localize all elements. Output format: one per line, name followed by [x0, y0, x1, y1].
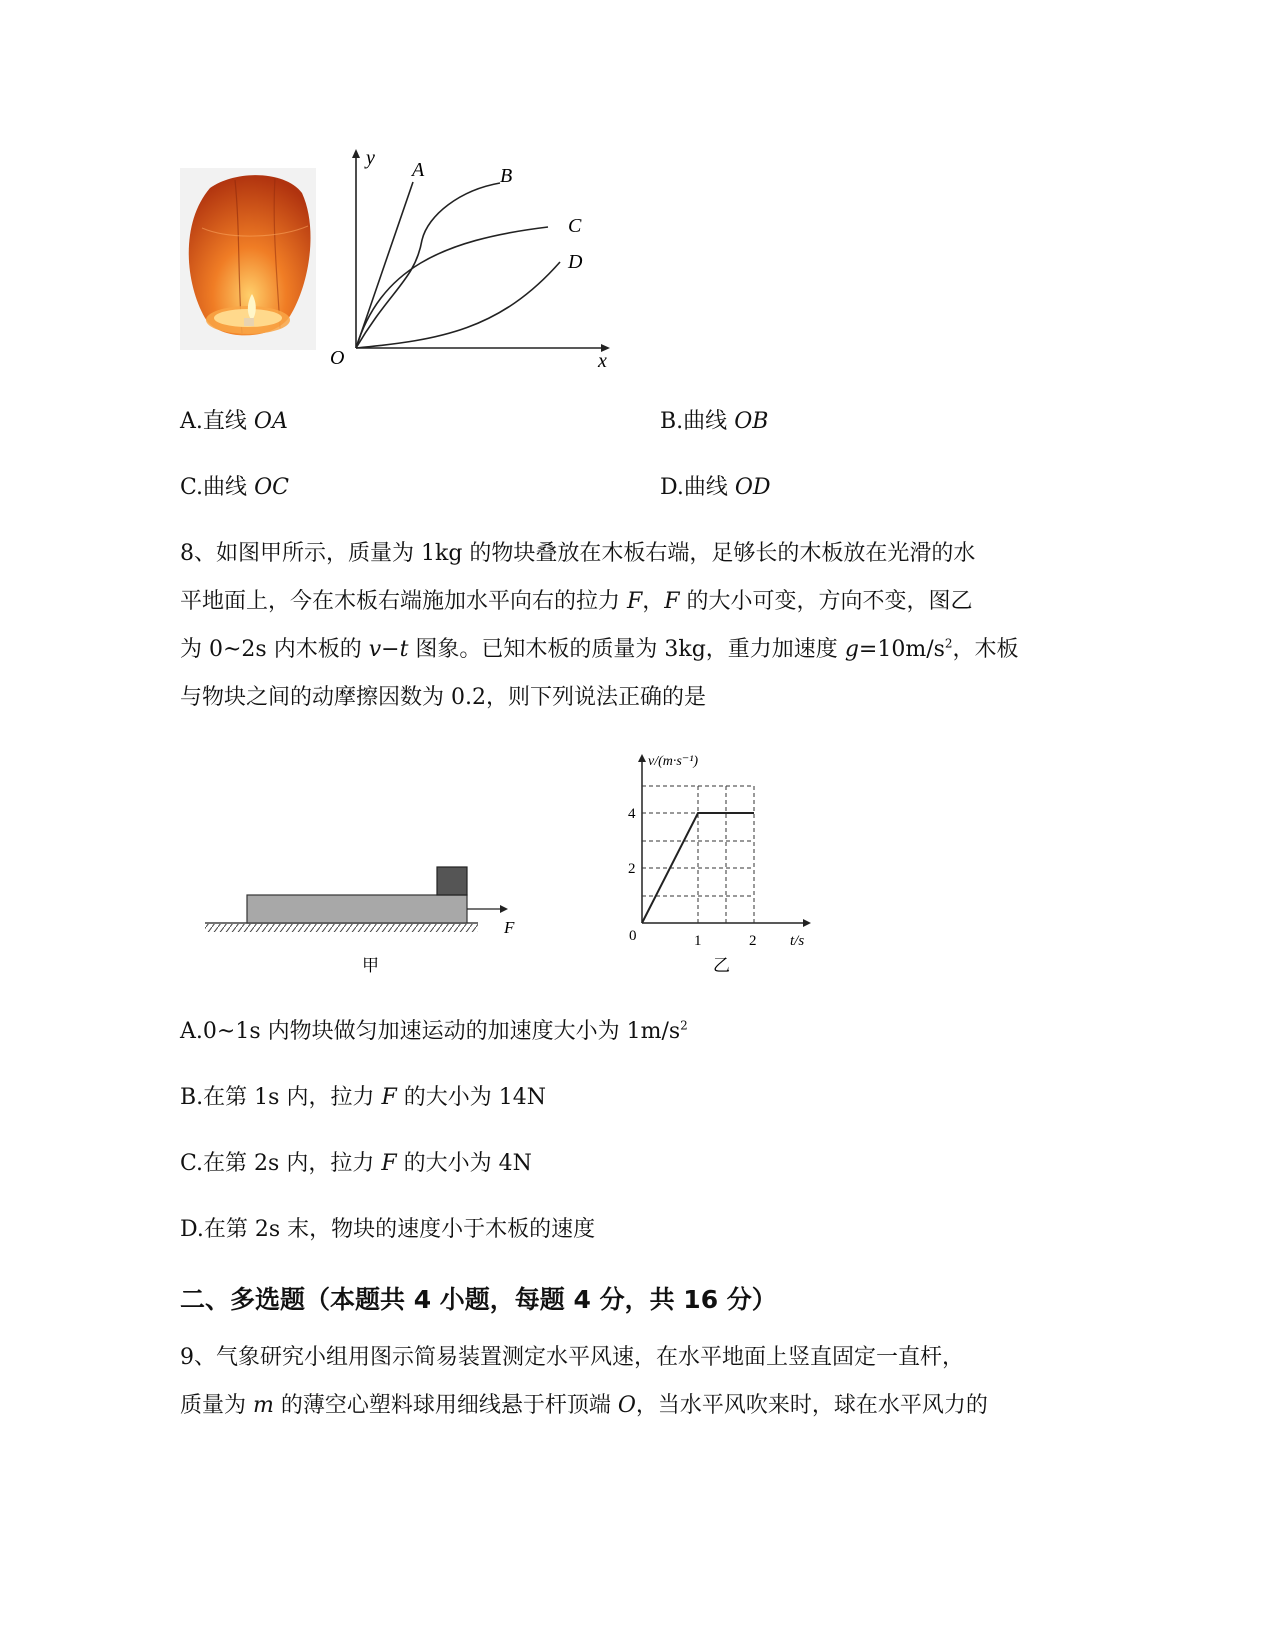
curve-label-a: A [412, 159, 425, 181]
figure-yi-caption: 乙 [713, 956, 730, 975]
x-axis-label: x [598, 350, 607, 372]
curve-d [356, 262, 560, 348]
sky-lantern-drawing [180, 168, 316, 350]
q7-option-b [660, 407, 768, 437]
q8-line-3: 为 0~2s 内木板的 v−t 图象。已知木板的质量为 3kg，重力加速度 $g=10m/s^2$，木板 [180, 636, 1019, 662]
option-text: 曲线 [683, 409, 728, 434]
trajectory-graph [320, 140, 620, 375]
q9-line-1: 9、气象研究小组用图示简易装置测定水平风速，在水平地面上竖直固定一直杆， [180, 1345, 964, 1370]
force-label: F [504, 918, 515, 937]
force-arrowhead [500, 905, 508, 913]
option-math: OD [734, 475, 771, 500]
q8-option-a: A.0~1s 内物块做匀加速运动的加速度大小为 $1m/s^2$ [180, 1018, 688, 1044]
grid-lines [642, 786, 754, 923]
y-axis-label: y [366, 147, 375, 169]
figure-jia-board-block [200, 855, 530, 985]
q8-line-1: 8、如图甲所示，质量为 1kg 的物块叠放在木板右端，足够长的木板放在光滑的水 [180, 541, 976, 566]
option-letter: B. [660, 409, 684, 434]
option-text: 直线 [202, 409, 247, 434]
section-heading: 二、多选题（本题共 4 小题，每题 4 分，共 16 分） [180, 1285, 777, 1314]
q8-option-d: D.在第 2s 末，物块的速度小于木板的速度 [180, 1217, 596, 1242]
option-text: 曲线 [203, 475, 248, 500]
x-tick-1: 1 [694, 933, 702, 949]
option-letter: C. [180, 475, 204, 500]
x-axis-label: t/s [790, 933, 805, 949]
q8-line-4: 与物块之间的动摩擦因数为 0.2，则下列说法正确的是 [180, 685, 706, 710]
q8-statement [180, 530, 1019, 722]
option-math: OA [253, 409, 288, 434]
x-tick-2: 2 [749, 933, 757, 949]
q8-option-b: B.在第 1s 内，拉力 F 的大小为 14N [180, 1085, 546, 1110]
x-tick-0: 0 [629, 928, 637, 944]
q9-statement [180, 1334, 988, 1430]
curve-a [356, 182, 413, 348]
y-tick-2: 2 [628, 861, 636, 877]
q9-line-2: 质量为 m 的薄空心塑料球用细线悬于杆顶端 O，当水平风吹来时，球在水平风力的 [180, 1393, 988, 1418]
curve-c [356, 227, 548, 348]
y-axis-label: v/(m·s⁻¹) [648, 754, 699, 769]
q7-option-a [180, 407, 288, 437]
y-axis-arrow [352, 149, 360, 158]
q7-option-d [660, 473, 771, 503]
option-math: OC [254, 475, 289, 500]
option-letter: A. [180, 409, 203, 434]
option-letter: D. [660, 475, 684, 500]
q8-line-2: 平地面上，今在木板右端施加水平向右的拉力 F，F 的大小可变，方向不变，图乙 [180, 589, 973, 614]
option-text: 曲线 [683, 475, 728, 500]
curve-label-c: C [568, 215, 582, 237]
small-block [437, 867, 467, 895]
ground-hatching [205, 924, 478, 932]
curve-label-b: B [500, 165, 513, 187]
q8-option-c: C.在第 2s 内，拉力 F 的大小为 4N [180, 1151, 532, 1176]
wooden-board [247, 895, 467, 923]
sky-lantern-image [180, 168, 316, 350]
x-axis-arrow [803, 919, 811, 927]
q7-option-c [180, 473, 289, 503]
figure-yi-vt-graph [620, 745, 820, 980]
figure-jia-caption: 甲 [362, 956, 379, 975]
y-axis-arrow [638, 754, 646, 762]
origin-label: O [330, 347, 345, 369]
curve-label-d: D [568, 251, 583, 273]
option-math: OB [734, 409, 769, 434]
y-tick-4: 4 [628, 806, 636, 822]
